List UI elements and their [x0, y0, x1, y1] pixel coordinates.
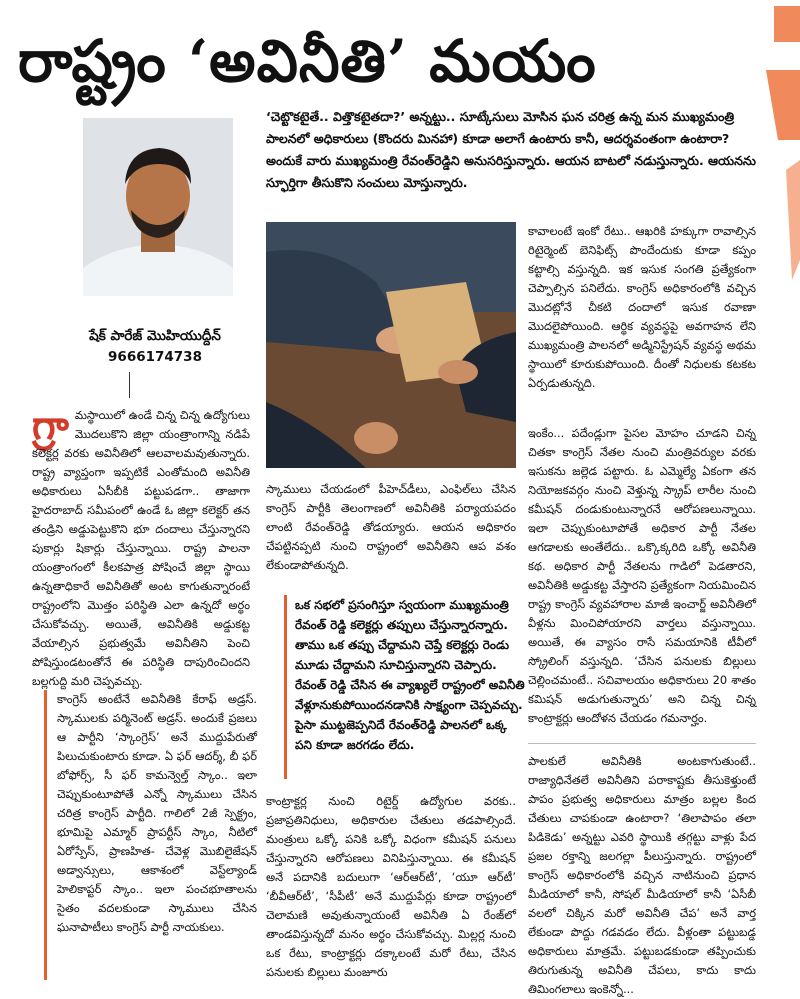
column-3-paragraph-1: కావాలంటే ఇంకో రేటు.. ఆఖరికి హక్కుగా రావాల్సిన రిటైర్మెంట్ బెనిఫిట్స్ పొందేందుకు కూడా కప్పం కట్టాల్సి వస్తున్నది. ఇక ఇసుక సంగతి ప్రత్యేకంగా చెప్పాల్సిన పనిలేదు. కాంగ్రెస్ అధికారంలోకి వచ్చిన మొదట్లోనే చీకటి దందాలో ఇసుక రవాణా మొదలైపోయింది. ఆర్థిక వ్యవస్థపై అవగాహన లేని ముఖ్యమంత్రి పాలనలో అడ్మినిస్ట్రేషన్ వ్యవస్థ అథమ స్థాయిలో కూరుకుపోయింది. దీంతో నిధులకు కటకట ఏర్పడుతున్నది. — [528, 224, 756, 390]
envelope-handover-photo — [266, 222, 516, 468]
pull-quote: ఒక సభలో ప్రసంగిస్తూ స్వయంగా ముఖ్యమంత్రి రేవంత్ రెడ్డి కలెక్టర్లు తప్పులు చేస్తున్నారన్నారు. తాము ఒక తప్పు చేద్దామని చెప్తే కలెక్టర్లు రెండు మూడు చేద్దామని సూచిస్తున్నారని చెప్పారు. రేవంత్ రెడ్డి చేసిన ఈ వ్యాఖ్యలే రాష్ట్రంలో అవినీతి వేళ్లూనుకుపోయిందనడానికి సాక్ష్యంగా చెప్పవచ్చు. పైసా ముట్టజెప్పనిదే రేవంత్‌రెడ్డి పాలనలో ఒక్క పని కూడా జరగడం లేదు. — [284, 595, 525, 779]
column-2-paragraph-2: కాంట్రాక్టర్ల నుంచి రిటైర్డ్ ఉద్యోగుల వరకు.. ప్రజాప్రతినిధులు, అధికారుల చేతులు తడపాల్సిందే. మంత్రులు ఒక్కో పనికి ఒక్కో విధంగా కమీషన్ పనులు చేస్తున్నారని ఆరోపణలు వినిపిస్తున్నాయి. ఈ కమీషన్ అనే పదానికి బదులుగా ‘ఆర్ఆర్‌టీ’, ‘యూ ఆర్‌టీ’ ‘బీవీఆర్‌టీ’, ‘సీపీటీ’ అనే ముద్దుపేర్లు కూడా రాష్ట్రంలో చెలామణి అవుతున్నాయంటే అవినీతి ఏ రేంజ్‌లో తాండవిస్తున్నదో మనం అర్థం చేసుకోవచ్చు. మిల్లర్ల నుంచి ఒక రేటు, కాంట్రాక్టర్లు దక్కాలంటే మరో రేటు, చేసిన పనులకు బిల్లులు మంజూరు — [266, 794, 516, 979]
author-photo — [83, 118, 233, 296]
column-3-divider — [528, 743, 756, 744]
headline: రాష్ట్రం ‘అవినీతి’ మయం — [18, 27, 597, 95]
column-1-upper — [32, 402, 250, 688]
column-3-paragraph-3: పాలకులే అవినీతికి అంటకాగుతుంటే.. రాజ్యాధినేతలే అవినీతిని పరాకాష్టకు తీసుకెళ్తుంటే పాపం ప్రభుత్వ అధికారులు మాత్రం బల్లల కింద చేతులు చాపకుండా ఉంటారా? ‘తిలాపాపం తలా పిడికెడు’ అన్నట్టు ఎవరి స్థాయికి తగ్గట్టు వాళ్లు పేద ప్రజల రక్తాన్ని జలగల్లా పీలుస్తున్నారు. రాష్ట్రంలో కాంగ్రెస్ అధికారంలోకి వచ్చిన నాటినుంచి ప్రధాన మీడియాలో కానీ, సోషల్ మీడియాలో కానీ ‘ఏసీబీ వలలో చిక్కిన మరో అవినీతి చేప’ అనే వార్త లేకుండా పొద్దు గడవడం లేదు. వీళ్లంతా పట్టుబడ్డ అధికారులు మాత్రమే. పట్టుబడకుండా తప్పించుకు తిరుగుతున్న అవినీతి చేపలు, కాదు కాదు తిమింగలాలు ఇంకెన్నో... — [528, 754, 756, 996]
column-1-box — [44, 690, 257, 980]
column-1-paragraph-1: మస్థాయిలో ఉండే చిన్న చిన్న ఉద్యోగులు మొదలుకొని జిల్లా యంత్రాంగాన్ని నడిపే కలెక్టర్ల వరకు అవినీతిలో ఆలవాలమవుతున్నారు. రాష్ట్ర వ్యాప్తంగా ఇప్పటికే ఎంతోమంది అవినీతి అధికారులు ఏసీబీకి పట్టుపడగా.. తాజాగా హైదరాబాద్ సమీపంలో ఉండే ఓ జిల్లా కలెక్టర్ తన తండ్రిని అడ్డుపెట్టుకొని భూ దందాలు చేస్తున్నారని పుకార్లు షికార్లు చేస్తున్నాయి. రాష్ట్ర పాలనా యంత్రాంగంలో కీలకపాత్ర పోషించే జిల్లా స్థాయి ఉన్నతాధికారే అవినీతితో అంట కాగుతున్నారంటే రాష్ట్రంలోని మొత్తం పరిస్థితి ఎలా ఉన్నదో అర్థం చేసుకోవచ్చు. అయితే, అవినీతికి అడ్డుకట్ట వేయాల్సిన ప్రభుత్వమే అవినీతిని పెంచి పోషిస్తుండటంతోనే ఈ పరిస్థితి దాపురించిందని బల్లగుద్ది మరి చెప్పవచ్చు. — [32, 408, 250, 688]
column-2-paragraph-1: స్కాములు చేయడంలో పీహెచ్‌డీలు, ఎంఫిల్‌లు చేసిన కాంగ్రెస్ పార్టీకి తెలంగాణలో అవినీతికి పర్యాయపదం లాంటి రేవంత్‌రెడ్డి తోడయ్యారు. ఆయన అధికారం చేపట్టినప్పటి నుంచి రాష్ట్రంలో అవినీతిని ఆప వశం లేకుండాపోతున్నది. — [266, 482, 516, 572]
author-byline — [40, 326, 270, 368]
column-3-paragraph-2: ఇంకేం... పదేండ్లుగా పైసల మోహం చూడని చిన్న చితకా కాంగ్రెస్ నేతల నుంచి మంత్రివర్యుల వరకు ఇసుకను జల్లెడ పట్టారు. ఓ ఎమ్మెల్యే ఏకంగా తన నియోజకవర్గం నుంచి వెళ్తున్న స్క్రాప్ లారీల నుంచి కమీషన్ దండుకుంటున్నారనే ఆరోపణలున్నాయి. ఇలా చెప్పుకుంటూపోతే అధికార పార్టీ నేతల ఆగడాలకు అంతేలేదు.. ఒక్కొక్కరిది ఒక్కో అవినీతి కథ. అధికార పార్టీ నేతలను గాడిలో పెడతారని, అవినీతికి అడ్డుకట్ట వేస్తారని ప్రత్యేకంగా నియమించిన రాష్ట్ర కాంగ్రెస్ వ్యవహారాల మాజీ ఇంచార్జ్ అవినీతిలో వీళ్లను మించిపోయారని వార్తలు వస్తున్నాయి. అయితే, ఈ వ్యాసం రాసే సమయానికి టీవీలో స్క్రోలింగ్ వస్తున్నది. ‘చేసిన పనులకు బిల్లులు చెల్లించమంటే.. సచివాలయం అధికారులు 20 శాతం కమిషన్ అడుగుతున్నారు’ అని చిన్న చిన్న కాంట్రాక్టర్లు ఆందోళన చేయడం గమనార్హం. — [528, 426, 756, 725]
column-1-paragraph-2: కాంగ్రెస్ అంటేనే అవినీతికి కేరాఫ్ అడ్రస్. స్కాములకు పర్మినెంట్ అడ్రస్. అందుకే ప్రజలు ఆ పార్టీని ‘స్కాంగ్రెస్’ అనే ముద్దుపేరుతో పిలుచుకుంటారు కూడా. ఏ ఫర్ ఆదర్శ్, బీ ఫర్ బోఫోర్స్, సీ ఫర్ కామన్వెల్త్ స్కాం.. ఇలా చెప్పుకుంటూపోతే ఎన్నో స్కాములు చేసిన చరిత్ర కాంగ్రెస్ పార్టీది. గాలిలో 2జీ స్పెక్ట్రం, భూమిపై ఎమ్మార్ ప్రాపర్టీస్ స్కాం, నీటిలో ఏరోస్పేస్, ప్రాణహిత- చేవెళ్ల మొబిలైజేషన్ అడ్వాన్సులు, ఆకాశంలో వెస్ట్‌ల్యాండ్ హెలికాప్టర్ స్కాం.. ఇలా పంచభూతాలను సైతం వదలకుండా స్కాములు చేసిన ఘనాపాటీలు కాంగ్రెస్ పార్టీ నాయకులు. — [57, 692, 257, 934]
intro-paragraph: ‘చెట్టొకటైతే.. విత్తొకటైతదా?’ అన్నట్టు.. సూట్కేసులు మోసిన ఘన చరిత్ర ఉన్న మన ముఖ్యమంత్రి పాలనలో అధికారులు (కొందరు మినహా) కూడా అలాగే ఉంటారు కానీ, ఆదర్శవంతంగా ఉంటారా? అందుకే వారు ముఖ్యమంత్రి రేవంత్‌రెడ్డిని అనుసరిస్తున్నారు. ఆయన బాటలో నడుస్తున్నారు. ఆయనను స్ఫూర్తిగా తీసుకొని సంచులు మోస్తున్నారు. — [266, 109, 756, 190]
author-name: షేక్ పారేజ్ మొహియుద్దీన్ — [89, 328, 221, 344]
byline-divider — [129, 372, 130, 398]
decorative-shapes — [756, 0, 800, 300]
author-phone: 9666174738 — [108, 349, 202, 365]
drop-cap: గ్రా — [32, 402, 69, 449]
